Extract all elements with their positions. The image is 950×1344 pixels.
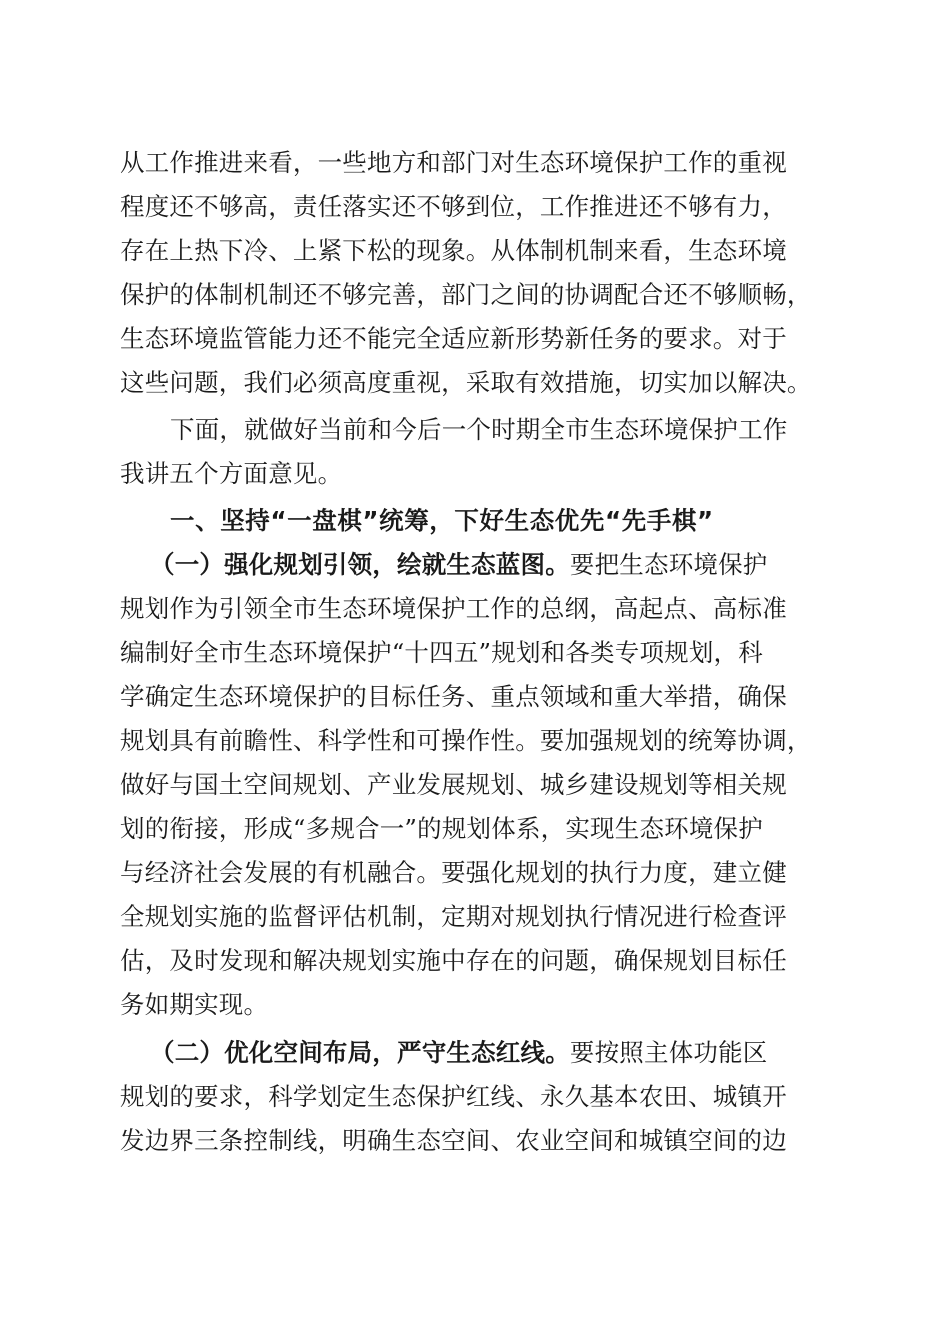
paragraph-line: 与经济社会发展的有机融合。要强化规划的执行力度，建立健 [120, 858, 787, 887]
section-heading: 一、坚持“一盘棋”统筹，下好生态优先“先手棋” [170, 506, 714, 535]
subsection-title: （一）强化规划引领，绘就生态蓝图。 [150, 550, 570, 579]
paragraph-line: 我讲五个方面意见。 [120, 459, 343, 488]
paragraph-line: 规划具有前瞻性、科学性和可操作性。要加强规划的统筹协调， [120, 726, 812, 755]
paragraph-line: 程度还不够高，责任落实还不够到位，工作推进还不够有力， [120, 192, 787, 221]
subsection-text: 要按照主体功能区 [569, 1038, 768, 1067]
paragraph-line: 从工作推进来看，一些地方和部门对生态环境保护工作的重视 [120, 148, 787, 177]
paragraph-line: 学确定生态环境保护的目标任务、重点领域和重大举措，确保 [120, 682, 787, 711]
paragraph-line: 生态环境监管能力还不能完全适应新形势新任务的要求。对于 [120, 324, 787, 353]
paragraph-line: 务如期实现。 [120, 990, 269, 1019]
paragraph-line: 估，及时发现和解决规划实施中存在的问题，确保规划目标任 [120, 946, 787, 975]
paragraph-line: 发边界三条控制线，明确生态空间、农业空间和城镇空间的边 [120, 1126, 787, 1155]
paragraph-line: 编制好全市生态环境保护“十四五”规划和各类专项规划，科 [120, 638, 763, 667]
paragraph-line: 下面，就做好当前和今后一个时期全市生态环境保护工作 [170, 415, 788, 444]
paragraph-line: 规划作为引领全市生态环境保护工作的总纲，高起点、高标准 [120, 594, 787, 623]
subsection-first-line [150, 1038, 832, 1068]
paragraph-line: 保护的体制机制还不够完善，部门之间的协调配合还不够顺畅， [120, 280, 812, 309]
paragraph-line: 全规划实施的监督评估机制，定期对规划执行情况进行检查评 [120, 902, 787, 931]
subsection-first-line [150, 550, 832, 580]
subsection-title: （二）优化空间布局，严守生态红线。 [150, 1038, 570, 1067]
subsection-text: 要把生态环境保护 [569, 550, 768, 579]
paragraph-line: 划的衔接，形成“多规合一”的规划体系，实现生态环境保护 [120, 814, 763, 843]
paragraph-line: 做好与国土空间规划、产业发展规划、城乡建设规划等相关规 [120, 770, 787, 799]
paragraph-line: 规划的要求，科学划定生态保护红线、永久基本农田、城镇开 [120, 1082, 787, 1111]
paragraph-line: 存在上热下冷、上紧下松的现象。从体制机制来看，生态环境 [120, 236, 787, 265]
paragraph-line: 这些问题，我们必须高度重视，采取有效措施，切实加以解决。 [120, 368, 812, 397]
